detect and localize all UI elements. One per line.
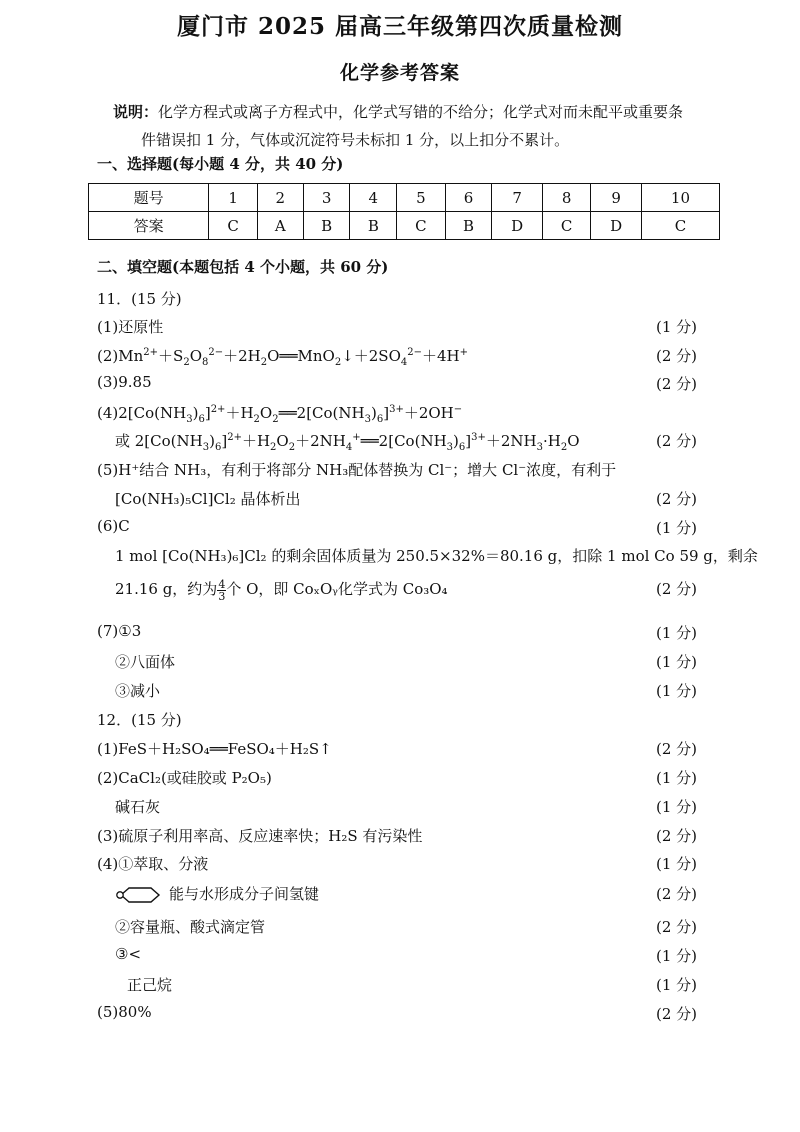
row-label-question: 题号 [89, 184, 209, 212]
q12-part-1: (1)FeS＋H₂SO₄══FeSO₄＋H₂S↑ (2 分) [97, 740, 697, 758]
q11-part-7-c: ③减小 (1 分) [115, 682, 697, 700]
q12-part-5: (5)80% (2 分) [97, 1003, 697, 1023]
score: (1 分) [655, 798, 697, 816]
question-number: 2 [257, 184, 303, 212]
score: (2 分) [655, 1005, 697, 1023]
score: (2 分) [655, 490, 697, 508]
question-number: 8 [542, 184, 590, 212]
score: (1 分) [655, 624, 697, 642]
answer-cell: C [209, 212, 257, 240]
answer-cell: C [397, 212, 445, 240]
score: (1 分) [655, 769, 697, 787]
answer-cell: D [591, 212, 642, 240]
score: (2 分) [655, 580, 697, 598]
score: (2 分) [655, 375, 697, 393]
score: (1 分) [655, 855, 697, 873]
score: (1 分) [655, 318, 697, 336]
instructions-note [113, 98, 743, 154]
q11-part-7-a: (7)①3 (1 分) [97, 622, 697, 642]
score: (1 分) [655, 653, 697, 671]
score: (1 分) [655, 947, 697, 965]
q11-part-5-line-1: (5)H⁺结合 NH₃，有利于将部分 NH₃配体替换为 Cl⁻；增大 Cl⁻浓度，有利于 [97, 461, 617, 479]
answer-cell: D [492, 212, 543, 240]
score: (2 分) [655, 432, 697, 450]
q11-part-4-line-2 [97, 430, 697, 452]
question-number: 10 [641, 184, 719, 212]
answer-row [89, 212, 720, 240]
q12-part-2-b: 碱石灰 (1 分) [115, 798, 697, 816]
q11-part-1: (1)还原性 (1 分) [97, 318, 697, 336]
score: (1 分) [655, 519, 697, 537]
row-label-answer: 答案 [89, 212, 209, 240]
q12-header [97, 709, 697, 731]
q11-part-2 [97, 345, 697, 367]
answer-cell: C [542, 212, 590, 240]
q11-title: 11．(15 分) [97, 290, 182, 308]
question-number: 5 [397, 184, 445, 212]
question-number: 6 [445, 184, 492, 212]
note-label: 说明： [113, 103, 159, 121]
answer-cell: B [303, 212, 350, 240]
q11-part-4-line-1 [97, 402, 697, 424]
question-number-row [89, 184, 720, 212]
score: (2 分) [655, 740, 697, 758]
q11-part-2-equation: $(2)Mn^{2+}+S_2O_8^{2-}+2H_2O══MnO_2↓+2SO_4^{2-}+4H^+$ [97, 347, 469, 368]
q11-header [97, 288, 697, 310]
q11-part-6: (6)C (1 分) [97, 517, 697, 537]
q12-part-2: (2)CaCl₂(或硅胶或 P₂O₅) (1 分) [97, 769, 697, 787]
ether-ring-structure-icon [115, 885, 167, 905]
page-title: 厦门市 2025 届高三年级第四次质量检测 [176, 13, 624, 40]
score: (1 分) [655, 682, 697, 700]
score: (1 分) [655, 976, 697, 994]
q12-part-4-c: ②容量瓶、酸式滴定管 (2 分) [115, 918, 697, 936]
question-number: 4 [350, 184, 397, 212]
answer-cell: A [257, 212, 303, 240]
fraction: $\frac{4}{3}$ [218, 577, 226, 603]
answer-cell: B [445, 212, 492, 240]
answer-table [88, 183, 720, 240]
question-number: 1 [209, 184, 257, 212]
q11-part-5-line-2: [Co(NH₃)₅Cl]Cl₂ 晶体析出 (2 分) [115, 490, 697, 508]
q11-part-6-result: 21.16 g，约为 $\frac{4}{3}$ 个 O，即 CoₓOᵧ化学式为 Co₃O₄ (2 分) [115, 577, 697, 603]
page-subtitle: 化学参考答案 [339, 62, 460, 84]
q11-part-7-b: ②八面体 (1 分) [115, 653, 697, 671]
q12-part-3: (3)硫原子利用率高、反应速率快；H₂S 有污染性 (2 分) [97, 827, 697, 845]
q11-part-4-equation-1: $(4)2[Co(NH_3)_6]^{2+}+H_2O_2══2[Co(NH_3)_6]^{3+}+2OH^-$ [97, 404, 463, 425]
q11-part-4-equation-2: 或 $2[Co(NH_3)_6]^{2+}+H_2O_2+2NH_4^+══2[Co(NH_3)_6]^{3+}+2NH_3\cdot H_2O$ [115, 432, 580, 453]
section-2-heading: 二、填空题(本题包括 4 个小题，共 60 分) [97, 258, 389, 276]
score: (2 分) [655, 827, 697, 845]
q11-part-6-explanation: 1 mol [Co(NH₃)₆]Cl₂ 的剩余固体质量为 250.5×32%＝80.16 g，扣除 1 mol Co 59 g，剩余 [115, 547, 758, 565]
score: (2 分) [655, 347, 697, 365]
note-line-1: 化学方程式或离子方程式中，化学式写错的不给分；化学式对而未配平或重要条 [158, 103, 684, 121]
q12-title: 12．(15 分) [97, 711, 182, 729]
score: (2 分) [655, 918, 697, 936]
answer-cell: C [641, 212, 719, 240]
answer-cell: B [350, 212, 397, 240]
note-line-2: 件错误扣 1 分，气体或沉淀符号未标扣 1 分，以上扣分不累计。 [141, 131, 570, 149]
section-1-heading: 一、选择题(每小题 4 分，共 40 分) [97, 155, 344, 173]
question-number: 3 [303, 184, 350, 212]
question-number: 9 [591, 184, 642, 212]
q12-part-4-b: 能与水形成分子间氢键 (2 分) [97, 883, 697, 905]
q12-part-4-a: (4)①萃取、分液 (1 分) [97, 855, 697, 873]
q11-part-3: (3)9.85 (2 分) [97, 373, 697, 393]
q12-part-4-d: ③< (1 分) [115, 945, 697, 965]
question-number: 7 [492, 184, 543, 212]
q12-part-4-e: 正己烷 (1 分) [127, 976, 697, 994]
score: (2 分) [655, 885, 697, 903]
